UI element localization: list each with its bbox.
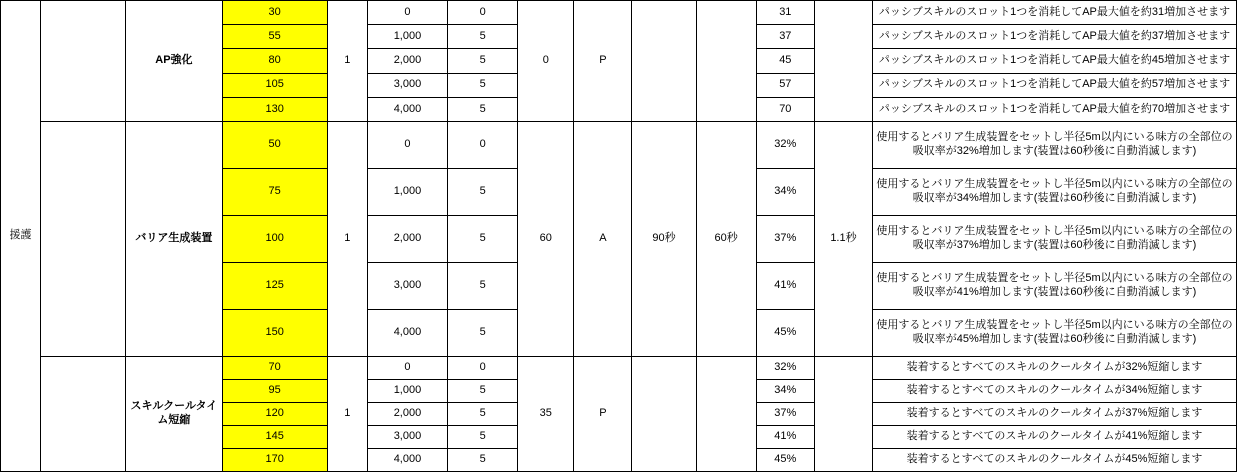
skill-name-cell: AP強化 [126,1,222,122]
description-cell: パッシブスキルのスロット1つを消耗してAP最大値を約45増加させます [873,49,1237,73]
effect-value-cell: 34% [756,169,814,216]
price-cell: 0 [367,357,447,380]
level-req-cell: 5 [448,449,518,472]
effect-value-cell: 45% [756,310,814,357]
skill-cost-cell: 120 [222,403,327,426]
skill-cost-cell: 145 [222,426,327,449]
level-req-cell: 5 [448,310,518,357]
interval-cell [814,357,872,472]
level-req-cell: 5 [448,263,518,310]
slot-cell: 1 [327,1,367,122]
description-cell: パッシブスキルのスロット1つを消耗してAP最大値を約70増加させます [873,97,1237,121]
ap-cell: 35 [518,357,574,472]
blank-cell [41,357,126,472]
type-cell: P [574,357,632,472]
type-cell: A [574,122,632,357]
description-cell: 使用するとバリア生成装置をセットし半径5m以内にいる味方の全部位の吸収率が45%増加します(装置は60秒後に自動消滅します) [873,310,1237,357]
description-cell: パッシブスキルのスロット1つを消耗してAP最大値を約57増加させます [873,73,1237,97]
level-req-cell: 5 [448,380,518,403]
effect-value-cell: 57 [756,73,814,97]
effect-value-cell: 31 [756,1,814,25]
skill-name-cell: バリア生成装置 [126,122,222,357]
duration-cell [696,1,756,122]
description-cell: 装着するとすべてのスキルのクールタイムが41%短縮します [873,426,1237,449]
effect-value-cell: 32% [756,357,814,380]
description-cell: 装着するとすべてのスキルのクールタイムが32%短縮します [873,357,1237,380]
price-cell: 0 [367,1,447,25]
level-req-cell: 0 [448,1,518,25]
skill-cost-cell: 95 [222,380,327,403]
level-req-cell: 5 [448,25,518,49]
level-req-cell: 5 [448,169,518,216]
skill-cost-cell: 150 [222,310,327,357]
effect-value-cell: 37% [756,403,814,426]
price-cell: 3,000 [367,426,447,449]
price-cell: 2,000 [367,49,447,73]
effect-value-cell: 70 [756,97,814,121]
interval-cell: 1.1秒 [814,122,872,357]
description-cell: 使用するとバリア生成装置をセットし半径5m以内にいる味方の全部位の吸収率が34%増加します(装置は60秒後に自動消滅します) [873,169,1237,216]
level-req-cell: 0 [448,122,518,169]
description-cell: 装着するとすべてのスキルのクールタイムが37%短縮します [873,403,1237,426]
description-cell: パッシブスキルのスロット1つを消耗してAP最大値を約37増加させます [873,25,1237,49]
cooltime-cell [632,357,696,472]
level-req-cell: 5 [448,216,518,263]
effect-value-cell: 37 [756,25,814,49]
skill-cost-cell: 75 [222,169,327,216]
skill-cost-cell: 130 [222,97,327,121]
effect-value-cell: 41% [756,263,814,310]
table-row [1,122,1237,169]
slot-cell: 1 [327,122,367,357]
cooltime-cell: 90秒 [632,122,696,357]
level-req-cell: 5 [448,403,518,426]
skill-cost-cell: 170 [222,449,327,472]
skill-cost-cell: 55 [222,25,327,49]
skill-cost-cell: 70 [222,357,327,380]
price-cell: 4,000 [367,310,447,357]
effect-value-cell: 41% [756,426,814,449]
level-req-cell: 5 [448,73,518,97]
skill-cost-cell: 125 [222,263,327,310]
skill-cost-cell: 80 [222,49,327,73]
slot-cell: 1 [327,357,367,472]
level-req-cell: 0 [448,357,518,380]
ap-cell: 60 [518,122,574,357]
price-cell: 2,000 [367,403,447,426]
duration-cell: 60秒 [696,122,756,357]
description-cell: 使用するとバリア生成装置をセットし半径5m以内にいる味方の全部位の吸収率が41%増加します(装置は60秒後に自動消滅します) [873,263,1237,310]
interval-cell [814,1,872,122]
price-cell: 1,000 [367,380,447,403]
description-cell: パッシブスキルのスロット1つを消耗してAP最大値を約31増加させます [873,1,1237,25]
description-cell: 装着するとすべてのスキルのクールタイムが45%短縮します [873,449,1237,472]
ap-cell: 0 [518,1,574,122]
duration-cell [696,357,756,472]
price-cell: 3,000 [367,263,447,310]
description-cell: 装着するとすべてのスキルのクールタイムが34%短縮します [873,380,1237,403]
effect-value-cell: 45 [756,49,814,73]
price-cell: 3,000 [367,73,447,97]
cooltime-cell [632,1,696,122]
level-req-cell: 5 [448,97,518,121]
effect-value-cell: 34% [756,380,814,403]
price-cell: 2,000 [367,216,447,263]
skill-cost-cell: 100 [222,216,327,263]
price-cell: 1,000 [367,25,447,49]
skill-name-cell: スキルクールタイム短縮 [126,357,222,472]
price-cell: 0 [367,122,447,169]
level-req-cell: 5 [448,426,518,449]
blank-cell [41,1,126,122]
price-cell: 4,000 [367,97,447,121]
price-cell: 1,000 [367,169,447,216]
price-cell: 4,000 [367,449,447,472]
description-cell: 使用するとバリア生成装置をセットし半径5m以内にいる味方の全部位の吸収率が32%増加します(装置は60秒後に自動消滅します) [873,122,1237,169]
table-row [1,1,1237,25]
effect-value-cell: 45% [756,449,814,472]
skill-cost-cell: 30 [222,1,327,25]
skill-cost-cell: 105 [222,73,327,97]
blank-cell [41,122,126,357]
category-cell: 援護 [1,1,41,472]
effect-value-cell: 32% [756,122,814,169]
skill-cost-cell: 50 [222,122,327,169]
type-cell: P [574,1,632,122]
table-row [1,357,1237,380]
effect-value-cell: 37% [756,216,814,263]
level-req-cell: 5 [448,49,518,73]
description-cell: 使用するとバリア生成装置をセットし半径5m以内にいる味方の全部位の吸収率が37%増加します(装置は60秒後に自動消滅します) [873,216,1237,263]
